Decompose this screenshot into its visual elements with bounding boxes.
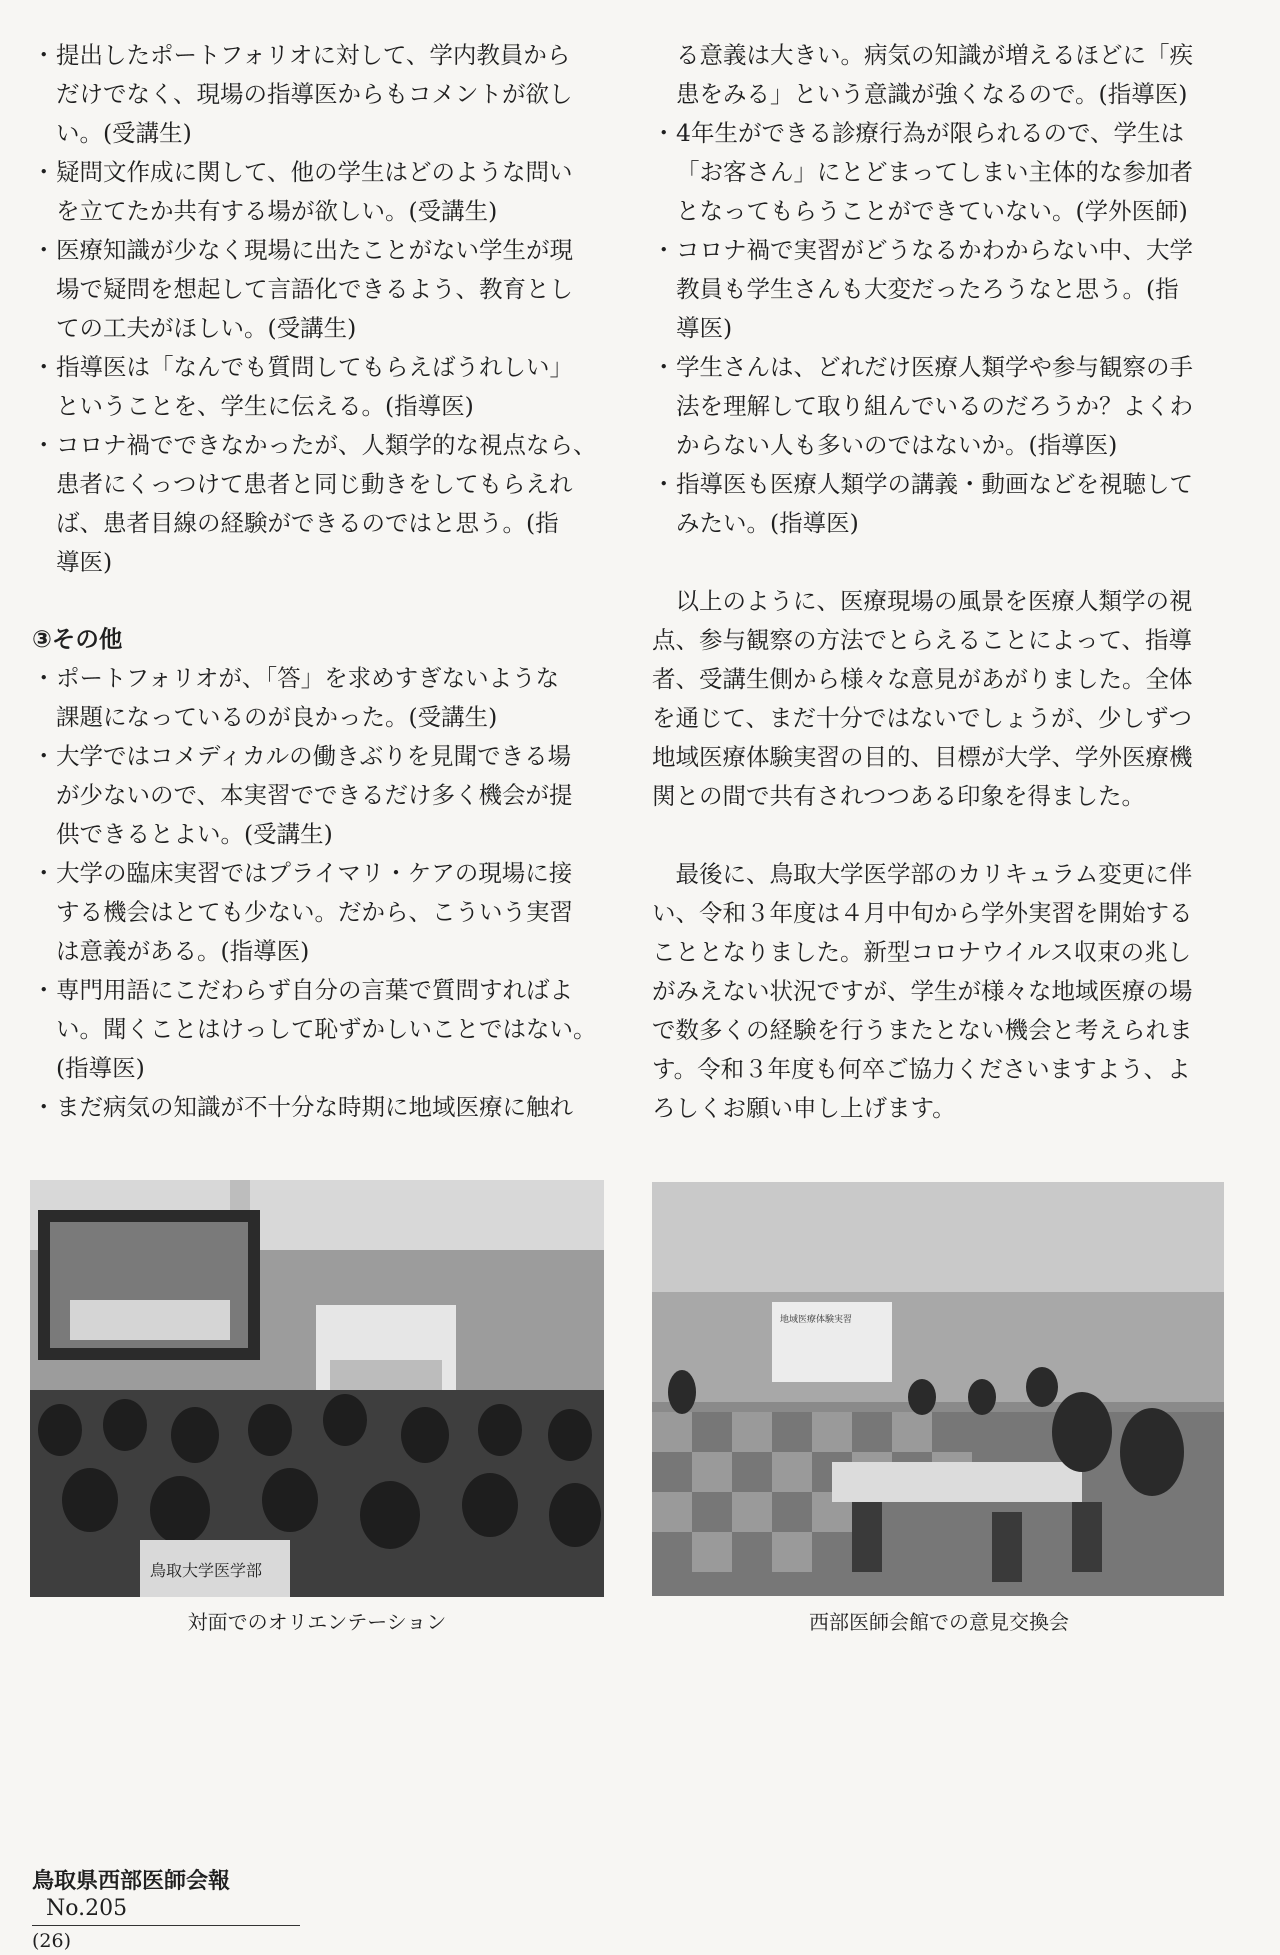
- bullet-item: ・ 指導医も医療人類学の講義・動画などを視聴して: [652, 465, 1228, 504]
- text-line: こととなりました。新型コロナウイルス収束の兆し: [652, 938, 1192, 966]
- issue-number: No.205: [46, 1896, 128, 1921]
- text-line: ろしくお願い申し上げます。: [652, 1094, 956, 1122]
- text-line: す。令和３年度も何卒ご協力くださいますよう、よ: [652, 1055, 1191, 1083]
- section3-heading: ③その他: [32, 625, 123, 653]
- bullet-continuation: 法を理解して取り組んでいるのだろうか？よくわ: [676, 392, 1193, 420]
- continued-text: [652, 36, 1228, 114]
- bullet-continuation: となってもらうことができていない。(学外医師): [676, 197, 1188, 225]
- summary-paragraph: [652, 582, 1228, 816]
- text-line: い、令和３年度は４月中旬から学外実習を開始する: [652, 899, 1193, 927]
- bullet-continuation: 場で疑問を想起して言語化できるよう、教育とし: [56, 275, 573, 303]
- text-line: 関との間で共有されつつある印象を得ました。: [652, 782, 1146, 810]
- text-line: で数多くの経験を行うまたとない機会と考えられま: [652, 1016, 1193, 1044]
- meeting-caption: 西部医師会館での意見交換会: [809, 1610, 1069, 1634]
- bullet-item: ・ 大学の臨床実習ではプライマリ・ケアの現場に接: [32, 854, 608, 893]
- bullet-continuation: 供できるとよい。(受講生): [56, 820, 333, 848]
- bullet-item: ・ 医療知識が少なく現場に出たことがない学生が現: [32, 231, 608, 270]
- bullet-continuation: ての工夫がほしい。(受講生): [56, 314, 357, 342]
- jacket-lettering: 鳥取大学医学部: [150, 1561, 263, 1580]
- text-line: る意義は大きい。病気の知識が増えるほどに「疾: [676, 41, 1193, 69]
- bullet-item: ・ 4年生ができる診療行為が限られるので、学生は: [652, 114, 1228, 153]
- left-column: [32, 36, 608, 1127]
- bullet-item: ・ 大学ではコメディカルの働きぶりを見聞できる場: [32, 737, 608, 776]
- bullet-item: ・ 提出したポートフォリオに対して、学内教員から: [32, 36, 608, 75]
- bullet-item: ・ まだ病気の知識が不十分な時期に地域医療に触れ: [32, 1088, 608, 1127]
- bullet-item: ・ 指導医は「なんでも質問してもらえばうれしい」: [32, 348, 608, 387]
- text-line: 者、受講生側から様々な意見があがりました。全体: [652, 665, 1193, 693]
- text-line: 最後に、鳥取大学医学部のカリキュラム変更に伴: [675, 860, 1193, 888]
- bullet-continuation: ということを、学生に伝える。(指導医): [56, 392, 474, 420]
- section2-bullet-list: [32, 36, 608, 582]
- bullet-continuation: い。(受講生): [56, 119, 192, 147]
- right-column: [652, 36, 1228, 1128]
- bullet-continuation: 導医): [56, 548, 113, 576]
- bullet-continuation: 患者にくっつけて患者と同じ動きをしてもらえれ: [56, 470, 573, 498]
- bullet-continuation: を立てたか共有する場が欲しい。(受講生): [56, 197, 498, 225]
- bullet-item: ・ ポートフォリオが、「答」を求めすぎないような: [32, 659, 608, 698]
- page-footer: [32, 1864, 300, 1952]
- meeting-photo: [652, 1182, 1224, 1596]
- bullet-continuation: 課題になっているのが良かった。(受講生): [56, 703, 498, 731]
- section3-bullet-list: [32, 659, 608, 1127]
- bullet-continuation: 「お客さん」にとどまってしまい主体的な参加者: [676, 158, 1193, 186]
- bullet-continuation: みたい。(指導医): [676, 509, 859, 537]
- bullet-continuation: い。聞くことはけっして恥ずかしいことではない。: [56, 1015, 597, 1043]
- comment-bullet-list: [652, 114, 1228, 543]
- text-line: 以上のように、医療現場の風景を医療人類学の視: [675, 587, 1193, 615]
- bullet-continuation: ば、患者目線の経験ができるのではと思う。(指: [56, 509, 559, 537]
- bullet-continuation: だけでなく、現場の指導医からもコメントが欲し: [56, 80, 573, 108]
- bullet-item: ・ 疑問文作成に関して、他の学生はどのような問い: [32, 153, 608, 192]
- bullet-continuation: は意義がある。(指導医): [56, 937, 310, 965]
- text-line: 地域医療体験実習の目的、目標が大学、学外医療機: [652, 743, 1193, 771]
- bullet-continuation: する機会はとても少ない。だから、こういう実習: [56, 898, 573, 926]
- orientation-photo: [30, 1180, 604, 1597]
- bullet-item: ・ 専門用語にこだわらず自分の言葉で質問すればよ: [32, 971, 608, 1010]
- text-line: 点、参与観察の方法でとらえることによって、指導: [652, 626, 1193, 654]
- meeting-photo-image: [652, 1182, 1224, 1596]
- text-line: 患をみる」という意識が強くなるので。(指導医): [676, 80, 1188, 108]
- closing-paragraph: [652, 855, 1228, 1128]
- bullet-continuation: 導医): [676, 314, 733, 342]
- text-line: がみえない状況ですが、学生が様々な地域医療の場: [652, 977, 1193, 1005]
- bullet-continuation: (指導医): [56, 1054, 145, 1082]
- orientation-caption: 対面でのオリエンテーション: [187, 1610, 447, 1634]
- text-line: を通じて、まだ十分ではないでしょうが、少しずつ: [652, 704, 1193, 732]
- bullet-continuation: からない人も多いのではないか。(指導医): [676, 431, 1118, 459]
- bullet-continuation: が少ないので、本実習でできるだけ多く機会が提: [56, 781, 573, 809]
- bullet-continuation: 教員も学生さんも大変だったろうなと思う。(指: [676, 275, 1179, 303]
- bulletin-name: 鳥取県西部医師会報: [32, 1868, 231, 1894]
- slide-lettering: 地域医療体験実習: [780, 1315, 853, 1325]
- page-number: (26): [32, 1930, 72, 1952]
- bullet-item: ・ コロナ禍でできなかったが、人類学的な視点なら、: [32, 426, 608, 465]
- bullet-item: ・ 学生さんは、どれだけ医療人類学や参与観察の手: [652, 348, 1228, 387]
- bullet-item: ・ コロナ禍で実習がどうなるかわからない中、大学: [652, 231, 1228, 270]
- orientation-photo-image: [30, 1180, 604, 1597]
- publication-title: [32, 1864, 300, 1926]
